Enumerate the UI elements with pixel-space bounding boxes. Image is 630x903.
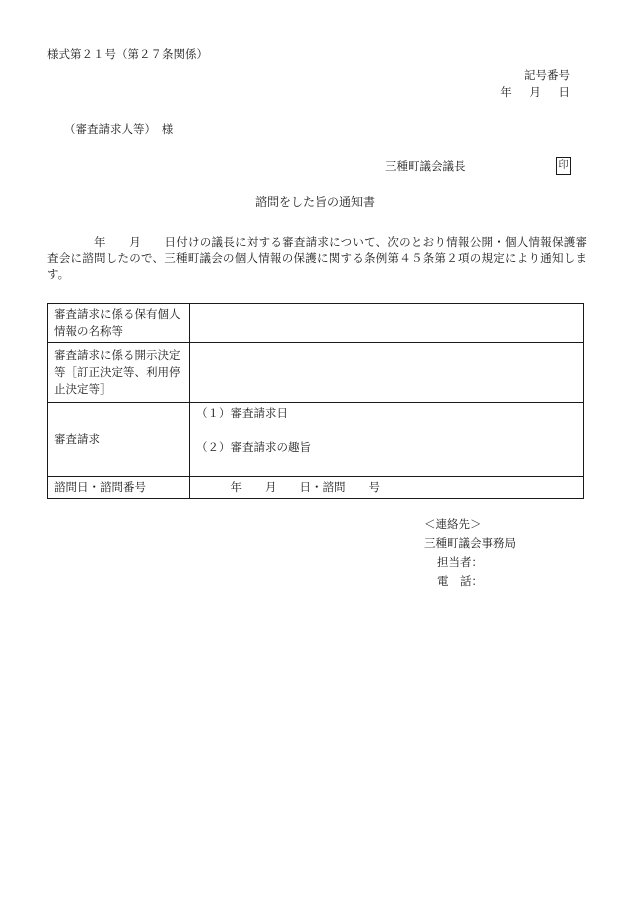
contact-heading: ＜連絡先＞ — [424, 517, 482, 531]
body-paragraph: 年 月 日付けの議長に対する審査請求について、次のとおり情報公開・個人情報保護審査会に諮問したので、三種町議会の個人情報の保護に関する条例第４５条第２項の規定により通知します。 — [47, 235, 587, 281]
table-label: 審査請求に係る開示決定等［訂正決定等、利用停止決定等］ — [48, 343, 190, 403]
contact-office: 三種町議会事務局 — [424, 536, 516, 550]
table-label: 諮問日・諮問番号 — [48, 477, 190, 499]
sender-title: 三種町議会議長 — [385, 159, 466, 173]
info-table — [47, 303, 584, 499]
table-value: 年 月 日・諮問 号 — [190, 477, 584, 499]
table-row — [48, 304, 584, 343]
table-value — [190, 343, 584, 403]
table-label: 審査請求に係る保有個人情報の名称等 — [48, 304, 190, 343]
table-label: 審査請求 — [48, 403, 190, 477]
form-number: 様式第２１号（第２７条関係） — [47, 47, 208, 61]
recipient: （審査請求人等） 様 — [64, 122, 174, 136]
seal-mark: 印 — [556, 157, 571, 175]
contact-phone-label: 電 話： — [437, 574, 483, 588]
table-value — [190, 304, 584, 343]
reference-number-label: 記号番号 — [524, 68, 570, 82]
document-title: 諮問をした旨の通知書 — [254, 195, 375, 209]
table-row — [48, 343, 584, 403]
date-line: 年 月 日 — [500, 85, 570, 99]
table-row — [48, 403, 584, 477]
contact-person-label: 担当者： — [437, 555, 483, 569]
table-value — [190, 403, 584, 477]
review-purpose-item: （２）審査請求の趣旨 — [196, 440, 311, 454]
review-date-item: （１）審査請求日 — [196, 406, 288, 420]
table-row — [48, 477, 584, 499]
